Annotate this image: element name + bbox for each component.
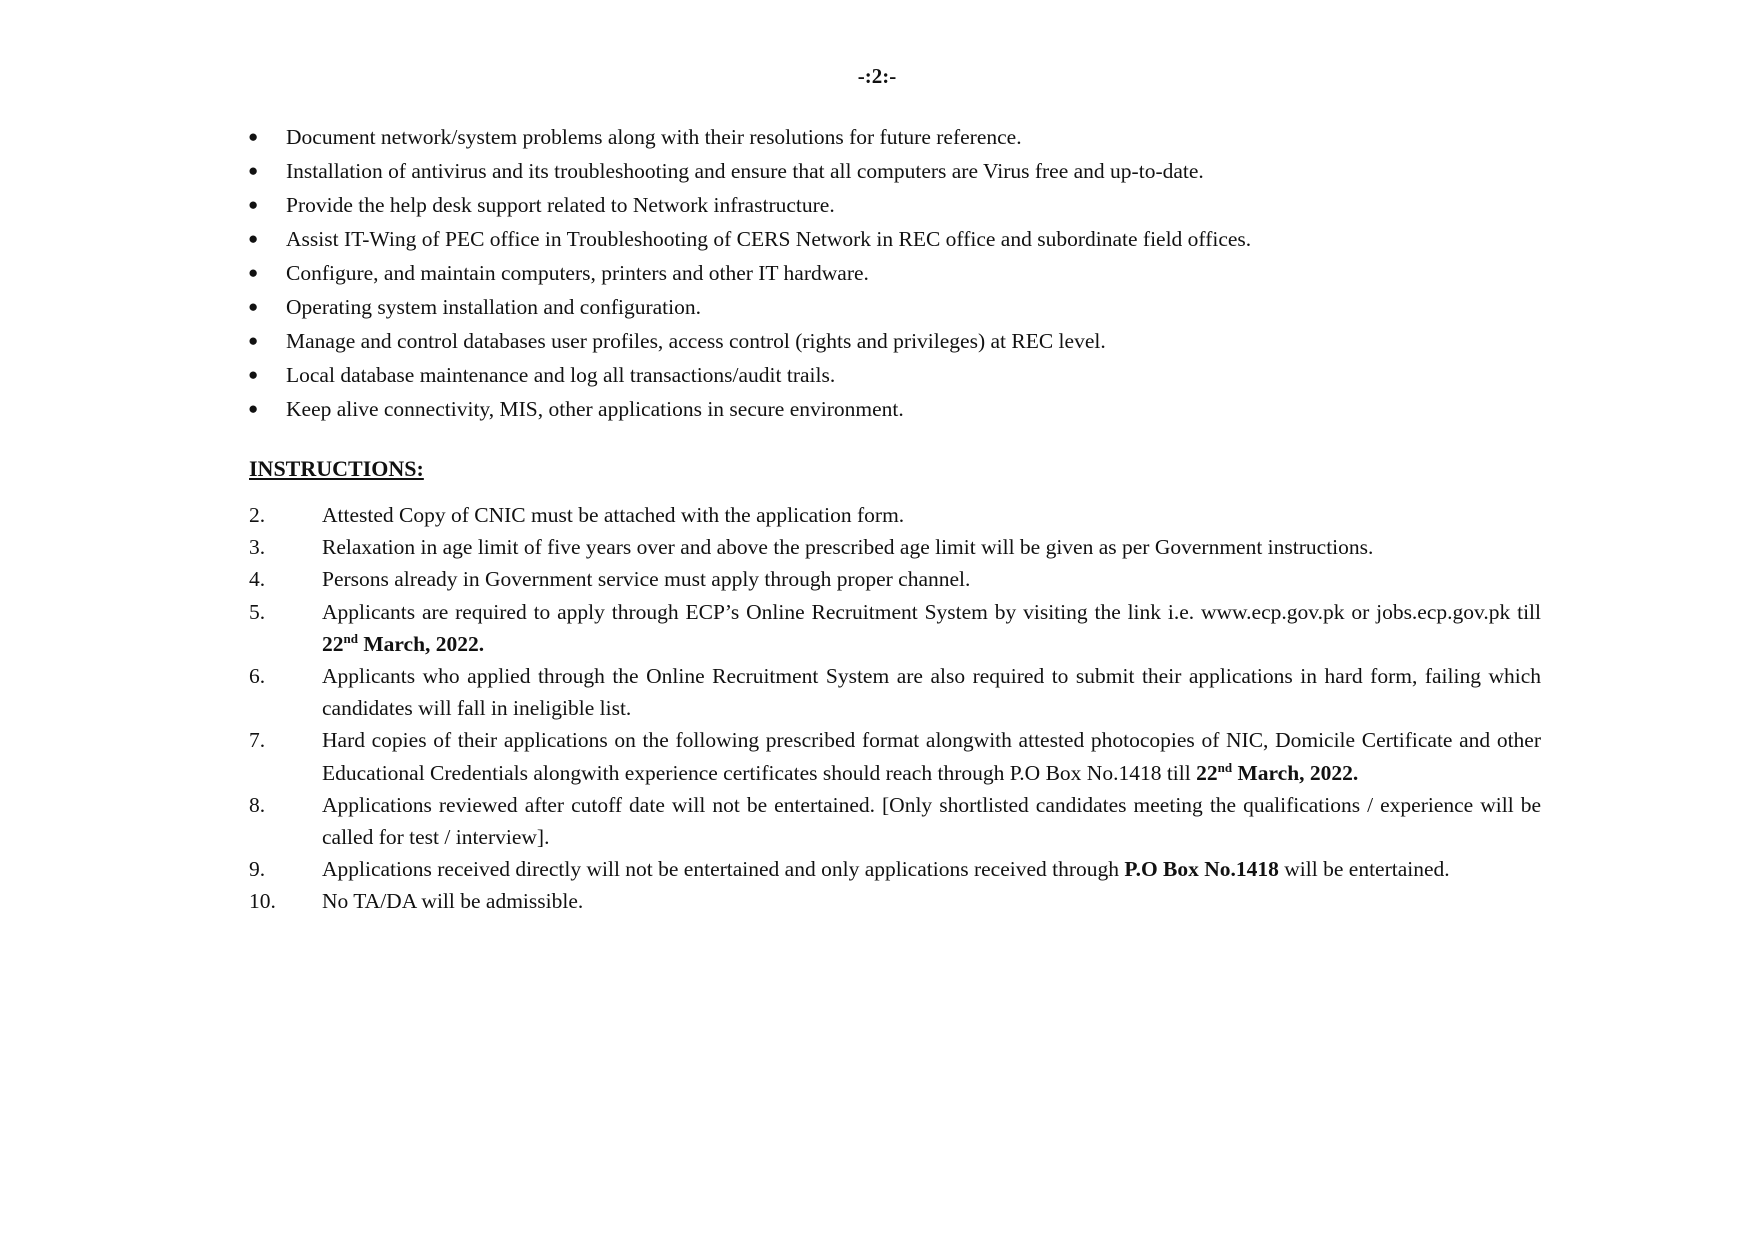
duty-text: Manage and control databases user profiles, access control (rights and privileges) at REC level.	[286, 329, 1106, 353]
instruction-item	[249, 660, 1541, 724]
bullet-icon: ●	[248, 229, 259, 248]
duty-text: Provide the help desk support related to Network infrastructure.	[286, 193, 835, 217]
date-rest: March, 2022.	[1232, 760, 1359, 785]
instruction-item	[249, 724, 1541, 788]
instruction-item	[249, 499, 1541, 531]
item-text	[322, 596, 1541, 660]
item-number: 8.	[249, 792, 266, 817]
bullet-icon: ●	[248, 297, 259, 316]
date-day: 22	[322, 631, 344, 656]
item-text	[322, 724, 1541, 788]
date-suffix: nd	[343, 630, 358, 646]
list-item	[248, 120, 1548, 154]
duty-text: Keep alive connectivity, MIS, other applications in secure environment.	[286, 397, 904, 421]
list-item	[248, 392, 1548, 426]
po-box-bold: P.O Box No.1418	[1124, 857, 1279, 882]
item-text-part: Applications received directly will not be entertained and only applications received through	[322, 857, 1125, 882]
instruction-item	[249, 789, 1541, 853]
instruction-item	[249, 853, 1541, 885]
page-number: -:2:-	[857, 64, 897, 88]
instruction-item	[249, 563, 1541, 595]
duty-text: Assist IT-Wing of PEC office in Troubleshooting of CERS Network in REC office and subordinate field offices.	[286, 227, 1252, 251]
bullet-icon: ●	[248, 127, 259, 146]
date-rest: March, 2022.	[357, 631, 485, 656]
item-text: Relaxation in age limit of five years over and above the prescribed age limit will be given as per Government instructions.	[322, 535, 1374, 560]
list-item	[248, 358, 1548, 392]
date-suffix: nd	[1217, 759, 1233, 775]
bullet-icon: ●	[248, 399, 259, 418]
item-number: 10.	[249, 889, 276, 914]
item-text	[322, 853, 1541, 885]
deadline-date	[1196, 761, 1358, 785]
item-text: Applications reviewed after cutoff date will not be entertained. [Only shortlisted candidates meeting the qualifications / experience will be called for test / interview].	[322, 792, 1541, 850]
item-text: No TA/DA will be admissible.	[322, 889, 584, 914]
duty-text: Local database maintenance and log all transactions/audit trails.	[286, 363, 836, 387]
item-text: Attested Copy of CNIC must be attached with the application form.	[322, 503, 905, 527]
instruction-item	[249, 885, 1541, 917]
bullet-icon: ●	[248, 365, 259, 384]
duty-text: Operating system installation and configuration.	[286, 295, 701, 319]
list-item	[248, 222, 1548, 256]
item-text-part: Applicants are required to apply through ECP’s Online Recruitment System by visiting the link i.e. www.ecp.gov.pk or jobs.ecp.gov.pk till	[322, 599, 1541, 624]
deadline-date	[322, 632, 484, 656]
bullet-icon: ●	[248, 263, 259, 282]
date-day: 22	[1196, 760, 1218, 785]
item-text: Applicants who applied through the Online Recruitment System are also required to submit their applications in hard form, failing which candidates will fall in ineligible list.	[322, 664, 1541, 721]
instruction-item	[249, 596, 1541, 660]
duty-text: Document network/system problems along with their resolutions for future reference.	[286, 125, 1022, 149]
instructions-list	[249, 499, 1541, 918]
item-number: 6.	[249, 664, 266, 689]
item-number: 4.	[249, 567, 266, 592]
bullet-icon: ●	[248, 331, 259, 350]
item-text: Persons already in Government service must apply through proper channel.	[322, 567, 971, 592]
duty-text: Installation of antivirus and its troubleshooting and ensure that all computers are Virus free and up-to-date.	[286, 159, 1204, 183]
list-item	[248, 324, 1548, 358]
item-number: 5.	[249, 599, 266, 624]
duties-list	[248, 120, 1548, 426]
instruction-item	[249, 531, 1541, 563]
bullet-icon: ●	[248, 195, 259, 214]
item-number: 2.	[249, 503, 266, 527]
item-number: 7.	[249, 728, 266, 753]
item-number: 9.	[249, 857, 266, 882]
list-item	[248, 154, 1548, 188]
item-text-part: will be entertained.	[1278, 857, 1450, 882]
list-item	[248, 290, 1548, 324]
bullet-icon: ●	[248, 161, 259, 180]
item-number: 3.	[249, 535, 266, 560]
list-item	[248, 256, 1548, 290]
duty-text: Configure, and maintain computers, printers and other IT hardware.	[286, 261, 869, 285]
instructions-heading: INSTRUCTIONS:	[249, 456, 424, 481]
list-item	[248, 188, 1548, 222]
item-text-part: Hard copies of their applications on the following prescribed format alongwith attested photocopies of NIC, Domicile Certificate and other Educational Credentials alongwith experience certificates should reach through P.O Box No.1418 till	[322, 728, 1541, 785]
